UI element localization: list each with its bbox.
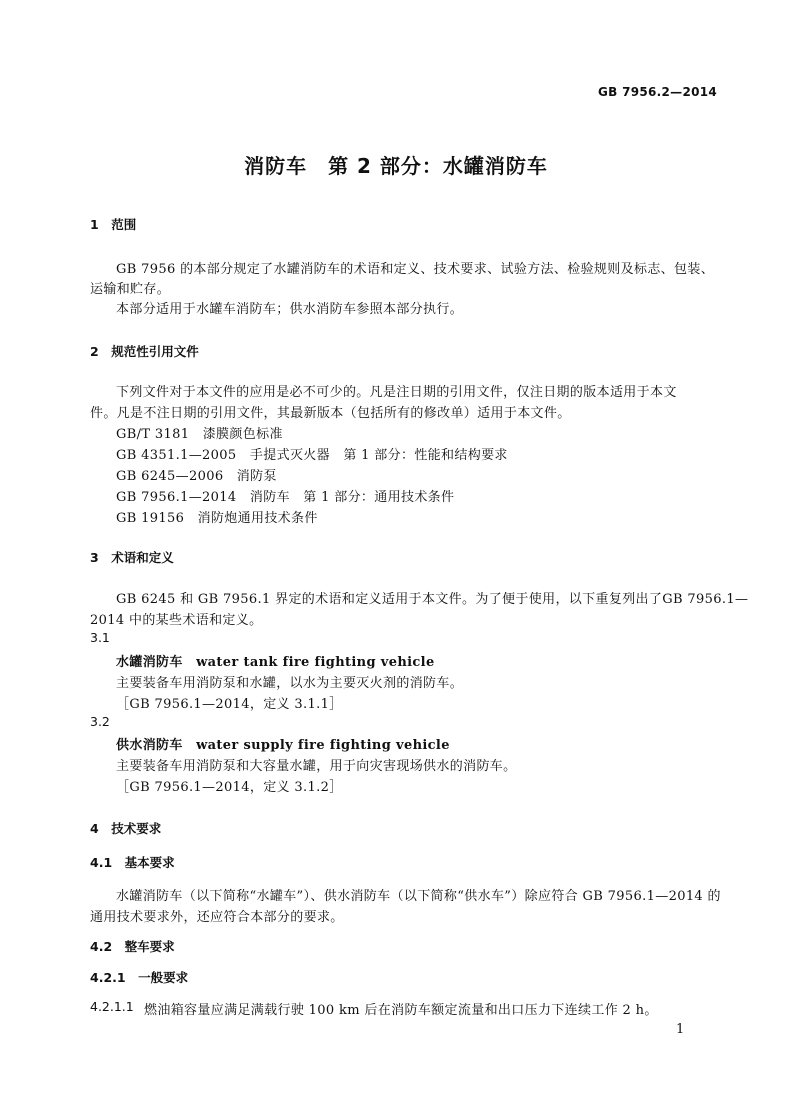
term-3-2-number: 3.2 [90, 714, 110, 729]
clause-4-2-1-1-text: 燃油箱容量应满足满载行驶 100 km 后在消防车额定流量和出口压力下连续工作 2 h。 [144, 1003, 658, 1018]
term-3-2-title: 供水消防车 water supply fire fighting vehicle [116, 738, 450, 753]
section-3-heading: 3 术语和定义 [90, 550, 174, 565]
section-1-heading: 1 范围 [90, 217, 137, 232]
term-3-1-source: ［GB 7956.1—2014，定义 3.1.1］ [116, 697, 343, 712]
section-4-1-para-line-1: 水罐消防车（以下简称“水罐车”）、供水消防车（以下简称“供水车”）除应符合 GB 7956.1—2014 的 [116, 889, 721, 904]
reference-item: GB 7956.1—2014 消防车 第 1 部分：通用技术条件 [116, 490, 455, 505]
term-3-2-definition: 主要装备车用消防泵和大容量水罐，用于向灾害现场供水的消防车。 [116, 759, 517, 774]
section-2-heading: 2 规范性引用文件 [90, 344, 199, 359]
reference-item: GB/T 3181 漆膜颜色标准 [116, 427, 283, 442]
section-3-para-line-2: 2014 中的某些术语和定义。 [90, 613, 263, 628]
section-4-2-heading: 4.2 整车要求 [90, 939, 175, 954]
page-number: 1 [676, 1022, 685, 1037]
section-1-scope-para: 本部分适用于水罐车消防车；供水消防车参照本部分执行。 [116, 302, 464, 317]
section-4-heading: 4 技术要求 [90, 821, 162, 836]
reference-item: GB 6245—2006 消防泵 [116, 469, 277, 484]
document-title: 消防车 第 2 部分：水罐消防车 [244, 154, 548, 178]
section-1-para-line-1: GB 7956 的本部分规定了水罐消防车的术语和定义、技术要求、试验方法、检验规则及标志、包装、 [116, 262, 715, 277]
section-2-para-line-2: 件。凡是不注日期的引用文件，其最新版本（包括所有的修改单）适用于本文件。 [90, 406, 571, 421]
section-1-para-line-2: 运输和贮存。 [90, 282, 171, 297]
term-3-1-title: 水罐消防车 water tank fire fighting vehicle [116, 655, 435, 670]
standard-code-header: GB 7956.2—2014 [598, 85, 718, 99]
reference-item: GB 19156 消防炮通用技术条件 [116, 511, 318, 526]
term-3-1-definition: 主要装备车用消防泵和水罐，以水为主要灭火剂的消防车。 [116, 676, 464, 691]
term-3-2-source: ［GB 7956.1—2014，定义 3.1.2］ [116, 780, 343, 795]
section-4-1-heading: 4.1 基本要求 [90, 855, 175, 870]
section-2-para-line-1: 下列文件对于本文件的应用是必不可少的。凡是注日期的引用文件，仅注日期的版本适用于本文 [116, 385, 677, 400]
reference-item: GB 4351.1—2005 手提式灭火器 第 1 部分：性能和结构要求 [116, 448, 508, 463]
section-4-1-para-line-2: 通用技术要求外，还应符合本部分的要求。 [90, 910, 344, 925]
clause-4-2-1-1-number: 4.2.1.1 [90, 999, 134, 1014]
section-3-para-line-1: GB 6245 和 GB 7956.1 界定的术语和定义适用于本文件。为了便于使用，以下重复列出了GB 7956.1— [116, 592, 749, 607]
term-3-1-number: 3.1 [90, 630, 110, 645]
section-4-2-1-heading: 4.2.1 一般要求 [90, 970, 189, 985]
